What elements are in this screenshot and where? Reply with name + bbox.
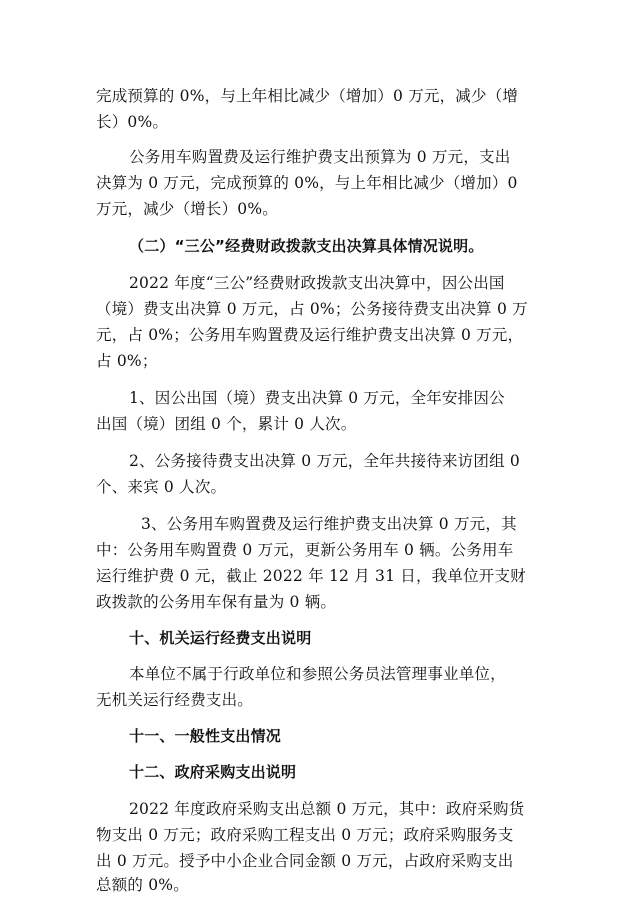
text-line: 中：公务用车购置费 0 万元，更新公务用车 0 辆。公务用车 — [96, 541, 514, 559]
text-line: 物支出 0 万元；政府采购工程支出 0 万元；政府采购服务支 — [96, 826, 514, 844]
text-line: 完成预算的 0%，与上年相比减少（增加）0 万元，减少（增 — [96, 87, 519, 105]
text-line: 3、公务用车购置费及运行维护费支出决算 0 万元，其 — [141, 515, 517, 533]
section-heading: 十一、一般性支出情况 — [129, 727, 282, 745]
section-heading: 十二、政府采购支出说明 — [129, 763, 297, 781]
text-line: 决算为 0 万元，完成预算的 0%，与上年相比减少（增加）0 — [96, 174, 518, 192]
section-heading: 十、机关运行经费支出说明 — [129, 629, 312, 647]
text-line: 占 0%； — [96, 352, 158, 370]
text-line: 本单位不属于行政单位和参照公务员法管理事业单位， — [129, 665, 506, 683]
text-line: 公务用车购置费及运行维护费支出预算为 0 万元，支出 — [129, 148, 511, 166]
text-line: 运行维护费 0 元，截止 2022 年 12 月 31 日，我单位开支财 — [96, 567, 526, 585]
text-line: 出国（境）团组 0 个，累计 0 人次。 — [96, 415, 357, 433]
text-line: 2022 年度政府采购支出总额 0 万元，其中：政府采购货 — [129, 800, 525, 818]
text-line: 元，占 0%；公务用车购置费及运行维护费支出决算 0 万元， — [96, 326, 524, 344]
text-line: 1、因公出国（境）费支出决算 0 万元，全年安排因公 — [129, 389, 505, 407]
text-line: 政拨款的公务用车保有量为 0 辆。 — [96, 593, 337, 611]
section-heading: （二）“三公”经费财政拨款支出决算具体情况说明。 — [129, 237, 484, 255]
text-line: 2022 年度“三公”经费财政拨款支出决算中，因公出国 — [129, 274, 505, 292]
text-line: 2、公务接待费支出决算 0 万元，全年共接待来访团组 0 — [129, 452, 520, 470]
text-line: （境）费支出决算 0 万元，占 0%；公务接待费支出决算 0 万 — [96, 300, 528, 318]
text-line: 总额的 0%。 — [96, 876, 189, 894]
text-line: 无机关运行经费支出。 — [96, 691, 254, 709]
text-line: 出 0 万元。授予中小企业合同金额 0 万元，占政府采购支出 — [96, 852, 514, 870]
text-line: 万元，减少（增长）0%。 — [96, 200, 278, 218]
text-line: 个、来宾 0 人次。 — [96, 478, 227, 496]
text-line: 长）0%。 — [96, 113, 169, 131]
